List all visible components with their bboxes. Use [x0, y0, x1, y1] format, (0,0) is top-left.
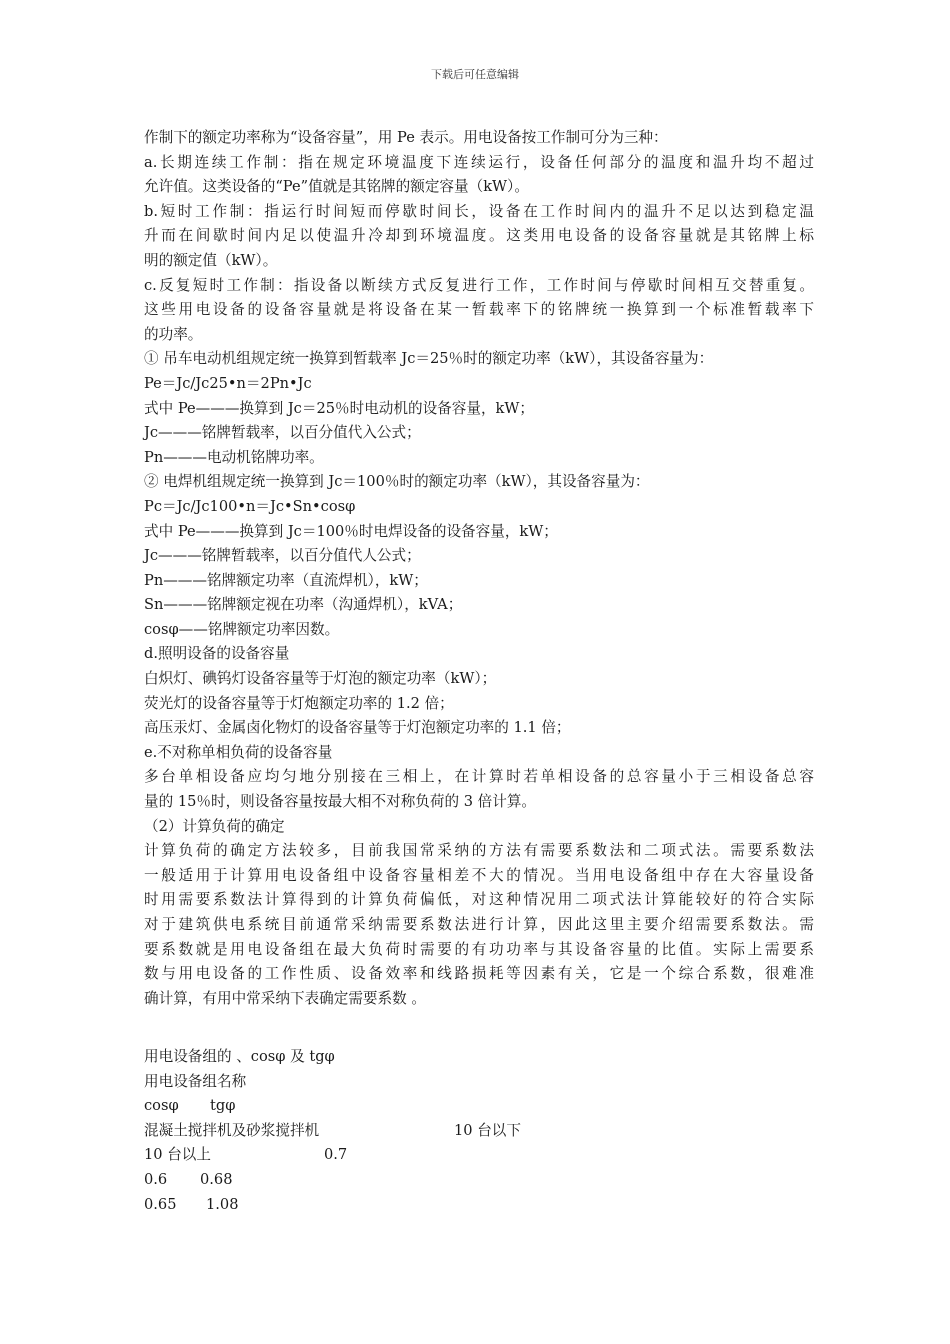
text-line: 时用需要系数法计算得到的计算负荷偏低，对这种情况用二项式法计算能较好的符合实际	[144, 891, 814, 909]
text-line: e.不对称单相负荷的设备容量	[144, 743, 333, 761]
text-line: 确计算，有用中常采纳下表确定需要系数 。	[144, 989, 426, 1007]
text-line: Sn———铭牌额定视在功率（沟通焊机），kVA；	[144, 596, 463, 614]
row-name: 混凝土搅拌机及砂浆搅拌机	[144, 1121, 320, 1139]
table-value: 0.68	[200, 1170, 233, 1188]
text-line: Pe＝Jc/Jc25•n＝2Pn•Jc	[144, 374, 312, 392]
text-line: Pn———电动机铭牌功率。	[144, 448, 324, 466]
tg-label: tgφ	[210, 1097, 236, 1115]
table-title: 用电设备组的 、cosφ 及 tgφ	[144, 1048, 335, 1065]
text-line: Pc＝Jc/Jc100•n＝Jc•Sn•cosφ	[144, 497, 356, 515]
text-line: Jc———铭牌暂载率，以百分值代人公式；	[144, 547, 421, 565]
text-line: 量的 15％时，则设备容量按最大相不对称负荷的 3 倍计算。	[144, 793, 537, 811]
text-line: 式中 Pe———换算到 Jc＝25％时电动机的设备容量，kW；	[144, 399, 534, 417]
coefficient-table	[144, 1045, 814, 1217]
table-value: 0.6	[144, 1170, 168, 1188]
text-line: （2）计算负荷的确定	[144, 817, 285, 835]
text-line: 允许值。这类设备的“Pe”值就是其铭牌的额定容量（kW）。	[144, 178, 529, 196]
table-title-row	[144, 1045, 814, 1070]
text-line: 作制下的额定功率称为“设备容量”，用 Pe 表示。用电设备按工作制可分为三种：	[144, 129, 668, 146]
table-subheader-row	[144, 1094, 814, 1119]
document-body	[144, 126, 814, 1011]
text-line: ① 吊车电动机组规定统一换算到暂载率 Jc＝25％时的额定功率（kW），其设备容量为：	[144, 350, 714, 368]
table-row	[144, 1193, 814, 1218]
table-row	[144, 1143, 814, 1168]
text-line: cosφ——铭牌额定功率因数。	[144, 620, 340, 638]
cos-label: cosφ	[144, 1097, 179, 1115]
page-header: 下载后可任意编辑	[431, 68, 519, 81]
text-line: 这些用电设备的设备容量就是将设备在某一暂载率下的铭牌统一换算到一个标准暂载率下	[144, 301, 814, 319]
count-above-10: 10 台以上	[144, 1146, 211, 1164]
text-line: 一般适用于计算用电设备组中设备容量相差不大的情况。当用电设备组中存在大容量设备	[144, 866, 814, 884]
text-line: 荧光灯的设备容量等于灯炮额定功率的 1.2 倍；	[144, 694, 454, 712]
table-row	[144, 1119, 814, 1144]
text-line: 明的额定值（kW）。	[144, 251, 278, 269]
text-line: 要系数就是用电设备组在最大负荷时需要的有功功率与其设备容量的比值。实际上需要系	[144, 940, 814, 958]
text-line: 高压汞灯、金属卤化物灯的设备容量等于灯泡额定功率的 1.1 倍；	[144, 719, 571, 737]
text-line: ② 电焊机组规定统一换算到 Jc＝100％时的额定功率（kW），其设备容量为：	[144, 473, 650, 491]
text-line: 白炽灯、碘钨灯设备容量等于灯泡的额定功率（kW）；	[144, 670, 497, 688]
text-line: d.照明设备的设备容量	[144, 645, 290, 663]
text-line: 对于建筑供电系统目前通常采纳需要系数法进行计算，因此这里主要介绍需要系数法。需	[144, 916, 814, 933]
table-value: 1.08	[206, 1195, 239, 1213]
text-line: b.短时工作制：指运行时间短而停歇时间长，设备在工作时间内的温升不足以达到稳定温	[144, 202, 814, 220]
text-line: Jc———铭牌暂载率，以百分值代入公式；	[144, 424, 421, 442]
table-value: 0.65	[144, 1195, 177, 1213]
text-line: 升而在间歇时间内足以使温升冷却到环境温度。这类用电设备的设备容量就是其铭牌上标	[144, 227, 814, 245]
text-line: 的功率。	[144, 325, 203, 343]
text-line: 计算负荷的确定方法较多，目前我国常采纳的方法有需要系数法和二项式法。需要系数法	[144, 842, 814, 860]
text-line: 数与用电设备的工作性质、设备效率和线路损耗等因素有关，它是一个综合系数，很难准	[144, 965, 814, 983]
table-header-row	[144, 1070, 814, 1095]
text-line: Pn———铭牌额定功率（直流焊机），kW；	[144, 571, 428, 589]
table-col-header: 用电设备组名称	[144, 1072, 247, 1090]
table-row	[144, 1168, 814, 1193]
count-below-10: 10 台以下	[454, 1121, 521, 1139]
text-line: 多台单相设备应均匀地分别接在三相上，在计算时若单相设备的总容量小于三相设备总容	[144, 768, 814, 786]
table-value: 0.7	[324, 1146, 348, 1164]
text-line: c.反复短时工作制：指设备以断续方式反复进行工作，工作时间与停歇时间相互交替重复。	[144, 276, 814, 294]
text-line: 式中 Pe———换算到 Jc＝100％时电焊设备的设备容量，kW；	[144, 522, 558, 540]
text-line: a.长期连续工作制：指在规定环境温度下连续运行，设备任何部分的温度和温升均不超过	[144, 153, 814, 171]
